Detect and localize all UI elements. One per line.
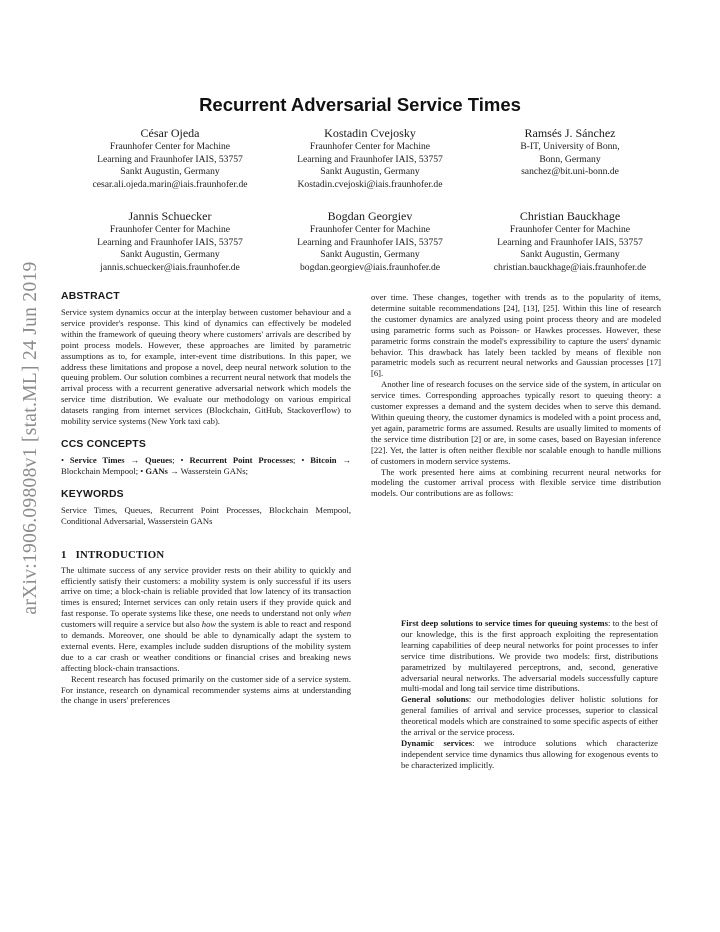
- author-block: [470, 209, 670, 274]
- intro-paragraph-2: Recent research has focused primarily on the customer side of a service system. For instance, research on dynamical recommender systems aims at understanding the change in users' preferences: [61, 673, 351, 706]
- author-block: [70, 209, 270, 274]
- contribution-text: : to the best of our knowledge, this is the first approach exploiting the representation learning capabilities of deep neural networks for point processes to infer service time distributions. We provide two models: first, distributions parametrized by multilayered perceptrons, and, second, generative adversarial neural networks. The adversarial models successfully capture multi-modal and long tail service time distributions.: [401, 618, 659, 694]
- author-address: Sankt Augustin, Germany: [520, 249, 620, 261]
- intro-emphasis: when: [332, 608, 351, 619]
- author-email[interactable]: cesar.ali.ojeda.marin@iais.fraunhofer.de: [92, 178, 248, 190]
- intro-text: The ultimate success of any service provider rests on their ability to quickly and efficiently satisfy their customers: a mobility system is only successful if its users arrive on time; a block-chain is reliable provided that low latency of its transaction times is ensured; Internet services can only retain users if they provide quick and fast response. To operate systems like these, one needs to understand not only: [61, 564, 351, 619]
- author-block: [470, 126, 670, 191]
- ccs-term: Wasserstein GANs: [180, 465, 246, 476]
- author-affiliation: Learning and Fraunhofer IAIS, 53757: [497, 236, 643, 248]
- keywords-heading: KEYWORDS: [61, 488, 124, 500]
- author-email[interactable]: Kostadin.cvejoski@iais.fraunhofer.de: [297, 178, 443, 190]
- paper-title: Recurrent Adversarial Service Times: [199, 94, 521, 115]
- ccs-arrow: →: [336, 454, 351, 465]
- author-affiliation: Fraunhofer Center for Machine: [309, 224, 431, 235]
- abstract-heading: ABSTRACT: [61, 291, 120, 302]
- intro-text: customers will require a service but also: [61, 619, 202, 630]
- section-title: INTRODUCTION: [75, 548, 165, 561]
- intro-emphasis: how: [201, 619, 217, 630]
- contribution-item: [401, 738, 658, 771]
- right-paragraph-3: The work presented here aims at combining recurrent neural networks for modeling the customer arrival process with flexible service time distribution models. Our contributions are as follows:: [371, 466, 661, 499]
- author-affiliation: Fraunhofer Center for Machine: [109, 141, 231, 152]
- author-block: [70, 126, 270, 191]
- author-address: Sankt Augustin, Germany: [120, 166, 220, 178]
- ccs-arrow: →: [167, 465, 181, 476]
- arxiv-sidebar: [18, 228, 44, 648]
- abstract-text: Service system dynamics occur at the interplay between customer behaviour and a service provider's response. This kind of dynamics can effectively be modeled within the framework of queuing theory where customers' arrivals are described by point process models. However, these approaches are limited by parametric assumptions as to, for example, inter-event time distributions. In this paper, we address these limitations and propose a novel, deep neural network solution to the queuing problem. Our solution combines a recurrent neural network that models the arrival process with a recurrent generative adversarial network which models the service time distribution. We evaluate our methodology on various empirical datasets ranging from internet services (Blockchain, GitHub, Stackoverflow) to mobility service systems (New York taxi cab).: [61, 307, 351, 427]
- arxiv-identifier[interactable]: arXiv:1906.09808v1 [stat.ML] 24 Jun 2019: [20, 261, 41, 615]
- introduction-heading: [61, 549, 351, 561]
- contribution-label: General solutions: [401, 694, 469, 705]
- author-address: Sankt Augustin, Germany: [320, 249, 420, 261]
- ccs-concepts: • Service Times → Queues; • Recurrent Point Processes; • Bitcoin → Blockchain Mempool; • GANs → Wasserstein GANs;: [61, 454, 351, 476]
- author-affiliation: Learning and Fraunhofer IAIS, 53757: [297, 236, 443, 248]
- author-email[interactable]: christian.bauckhage@iais.fraunhofer.de: [493, 261, 647, 273]
- right-column: [371, 292, 661, 499]
- author-email[interactable]: sanchez@bit.uni-bonn.de: [521, 166, 619, 178]
- ccs-heading: CCS CONCEPTS: [61, 438, 146, 450]
- author-name: Kostadin Cvejosky: [324, 126, 416, 140]
- contribution-label: First deep solutions to service times for queuing systems: [401, 618, 608, 628]
- contribution-item: [401, 618, 658, 694]
- author-row-2: [70, 209, 670, 274]
- keywords-text: Service Times, Queues, Recurrent Point Processes, Blockchain Mempool, Conditional Adversarial, Wasserstein GANs: [61, 504, 351, 526]
- author-name: Bogdan Georgiev: [327, 209, 413, 223]
- author-name: Jannis Schuecker: [128, 209, 212, 223]
- author-row-1: [70, 126, 670, 191]
- ccs-term: GANs: [145, 465, 168, 476]
- author-address: Sankt Augustin, Germany: [120, 249, 220, 261]
- left-column: [61, 291, 351, 706]
- author-affiliation: Learning and Fraunhofer IAIS, 53757: [97, 153, 243, 165]
- author-address: Sankt Augustin, Germany: [320, 166, 420, 178]
- author-affiliation: Fraunhofer Center for Machine: [109, 224, 231, 235]
- ccs-arrow: →: [124, 454, 146, 465]
- ccs-term: Recurrent Point Processes: [189, 454, 294, 465]
- author-email[interactable]: jannis.schuecker@iais.fraunhofer.de: [100, 261, 240, 273]
- ccs-term: Queues: [145, 454, 173, 465]
- author-block: [270, 209, 470, 274]
- author-affiliation: Fraunhofer Center for Machine: [509, 224, 631, 235]
- intro-paragraph-1: [61, 565, 351, 674]
- ccs-term: Service Times: [69, 454, 125, 465]
- contributions-list: [401, 618, 658, 771]
- right-paragraph-2: Another line of research focuses on the service side of the system, in articular on service times. Corresponding approaches typically resort to queuing theory: a customer expresses a demand and the system decides when to serve this demand. Within queuing theory, the customer dynamics is modeled with a point process and, yet again, parametric forms are assumed. Results are usually limited to moments of the service time distribution [2] or are, in some cases, based on Bayesian inference [22]. Yet, the latter is often neither flexible nor scalable enough to handle millions of customers in modern service systems.: [371, 379, 661, 466]
- right-paragraph-1: over time. These changes, together with trends as to the popularity of items, determine suitable recommendations [24], [13], [25]. Within this line of research the customer dynamics are analyzed using point process theory and are modeled using parametric forms such as Poisson- or Hawkes processes. However, these parametric forms constrain the model's expressibility to capture the users' dynamic behavior. This drawback has lately been tackled by means of flexible non parametric models such as recurrent neural networks and Gaussian processes [17][6].: [371, 292, 661, 379]
- ccs-term: Blockchain Mempool: [61, 465, 136, 476]
- section-number: 1: [61, 548, 67, 561]
- author-affiliation: B-IT, University of Bonn,: [520, 141, 620, 152]
- author-name: César Ojeda: [140, 126, 200, 140]
- author-email[interactable]: bogdan.georgiev@iais.fraunhofer.de: [300, 261, 440, 273]
- author-affiliation: Learning and Fraunhofer IAIS, 53757: [97, 236, 243, 248]
- author-address: Bonn, Germany: [539, 153, 601, 165]
- ccs-term: Bitcoin: [310, 454, 337, 465]
- intro-text: the system is able to react and respond to demands. Moreover, one should be able to dynamically adapt the system to external events. Here, examples include sudden disruptions of the mobility system due to a car crash or weather conditions or financial crises and breaking news affecting block-chain transactions.: [61, 619, 351, 673]
- author-name: Ramsés J. Sánchez: [524, 126, 616, 140]
- author-name: Christian Bauckhage: [519, 209, 621, 223]
- contribution-text: : our methodologies deliver holistic solutions for general families of arrival and service processes, superior to classical theoretical models which are constrained to some specific aspects of either the arrival or the service process.: [401, 694, 659, 738]
- author-block: [270, 126, 470, 191]
- author-affiliation: Learning and Fraunhofer IAIS, 53757: [297, 153, 443, 165]
- contribution-text: : we introduce solutions which characterize independent service time dynamics thus allowing for exogenous events to be characterized implicitly.: [401, 737, 658, 770]
- contribution-item: [401, 694, 658, 738]
- contribution-label: Dynamic services: [401, 737, 473, 748]
- author-affiliation: Fraunhofer Center for Machine: [309, 141, 431, 152]
